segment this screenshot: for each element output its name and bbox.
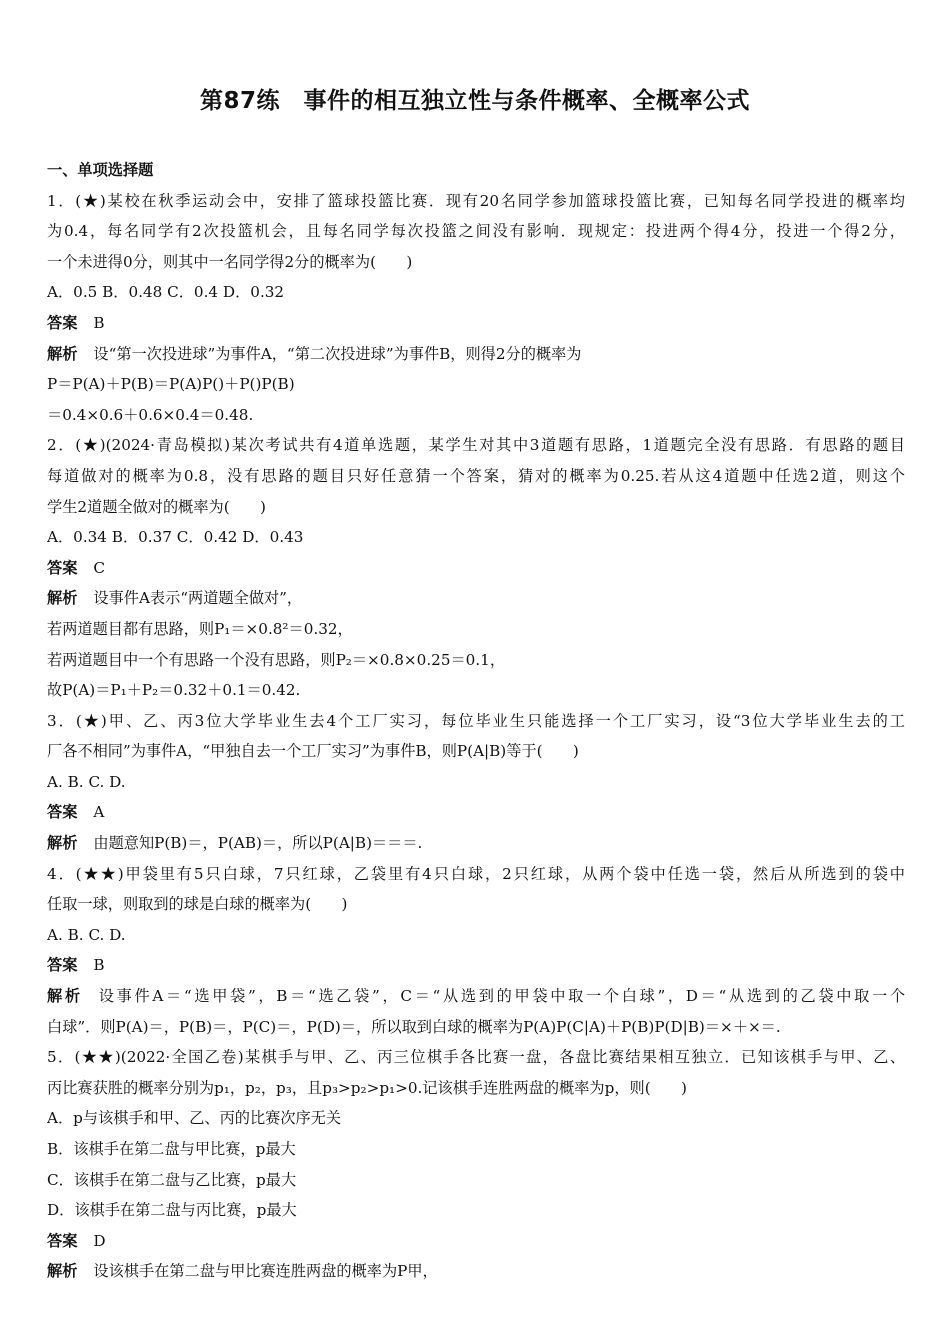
analysis-text: 设“第一次投进球”为事件A，“第二次投进球”为事件B，则得2分的概率为 <box>93 344 582 363</box>
question-text-line: 5．(★★)(2022·全国乙卷)某棋手与甲、乙、丙三位棋手各比赛一盘，各盘比赛结果相互独立．已知该棋手与甲、乙、 <box>47 1048 905 1067</box>
question-4 <box>47 859 905 1043</box>
question-options: A．0.5 B．0.48 C．0.4 D．0.32 <box>47 283 285 302</box>
answer-line <box>47 553 905 584</box>
answer-value: B <box>93 313 105 332</box>
section-heading: 一、单项选择题 <box>47 161 154 179</box>
answer-label: 答案 <box>47 1231 78 1250</box>
analysis-label: 解析 <box>47 1262 78 1281</box>
question-text-line: 4．(★★)甲袋里有5只白球，7只红球，乙袋里有4只白球，2只红球，从两个袋中任选一袋，然后从所选到的袋中 <box>47 864 905 883</box>
answer-line <box>47 1226 905 1257</box>
answer-line <box>47 308 905 339</box>
question-text-line: 一个未进得0分，则其中一名同学得2分的概率为( ) <box>47 252 413 271</box>
answer-label: 答案 <box>47 803 78 822</box>
question-3 <box>47 706 905 859</box>
question-text-line: 学生2道题全做对的概率为( ) <box>47 497 266 516</box>
answer-value: B <box>93 956 105 975</box>
answer-value: A <box>93 803 105 822</box>
analysis-line <box>47 981 905 1012</box>
analysis-line <box>47 339 905 370</box>
analysis-line: P＝P(A)＋P(B)＝P(A)P()＋P()P(B) <box>47 375 295 394</box>
option-b: B．该棋手在第二盘与甲比赛，p最大 <box>47 1140 296 1158</box>
question-text-line: 为0.4，每名同学有2次投篮机会，且每名同学每次投篮之间没有影响．现规定：投进两个得4分，投进一个得2分， <box>47 222 905 241</box>
answer-label: 答案 <box>47 558 78 577</box>
analysis-line: 故P(A)＝P₁＋P₂＝0.32＋0.1＝0.42. <box>47 681 301 700</box>
analysis-text: 设事件A＝“选甲袋”，B＝“选乙袋”，C＝“从选到的甲袋中取一个白球”，D＝“从选到的乙袋中取一个 <box>98 987 905 1006</box>
analysis-text: 设事件A表示“两道题全做对”， <box>93 589 303 608</box>
question-options: A．0.34 B．0.37 C．0.42 D．0.43 <box>47 528 304 547</box>
analysis-line <box>47 1256 905 1287</box>
document-body <box>47 155 905 1287</box>
question-text-line: 任取一球，则取到的球是白球的概率为( ) <box>47 895 348 914</box>
analysis-line: 若两道题目都有思路，则P₁＝×0.8²＝0.32， <box>47 619 353 638</box>
question-options: A. B. C. D. <box>47 925 126 944</box>
question-2 <box>47 430 905 705</box>
analysis-label: 解析 <box>47 344 78 363</box>
analysis-text: 设该棋手在第二盘与甲比赛连胜两盘的概率为P甲， <box>93 1262 438 1281</box>
analysis-line <box>47 828 905 859</box>
question-options: A. B. C. D. <box>47 772 126 791</box>
analysis-line: ＝0.4×0.6＋0.6×0.4＝0.48. <box>47 405 254 424</box>
option-a: A．p与该棋手和甲、乙、丙的比赛次序无关 <box>47 1109 342 1128</box>
page-title: 第87练 事件的相互独立性与条件概率、全概率公式 <box>199 88 750 114</box>
analysis-label: 解析 <box>47 987 83 1006</box>
option-c: C．该棋手在第二盘与乙比赛，p最大 <box>47 1170 297 1189</box>
analysis-line: 若两道题目中一个有思路一个没有思路，则P₂＝×0.8×0.25＝0.1， <box>47 650 506 669</box>
question-text-line: 每道做对的概率为0.8，没有思路的题目只好任意猜一个答案，猜对的概率为0.25.若从这4道题中任选2道，则这个 <box>47 466 905 485</box>
analysis-text: 由题意知P(B)＝，P(AB)＝，所以P(A|B)＝＝＝. <box>93 834 423 853</box>
analysis-label: 解析 <box>47 834 78 853</box>
option-d: D．该棋手在第二盘与丙比赛，p最大 <box>47 1201 297 1220</box>
answer-value: D <box>93 1231 106 1250</box>
question-5 <box>47 1042 905 1287</box>
question-1 <box>47 186 905 431</box>
analysis-line <box>47 583 905 614</box>
question-text-line: 丙比赛获胜的概率分别为p₁，p₂，p₃，且p₃>p₂>p₁>0.记该棋手连胜两盘的概率为p，则( ) <box>47 1078 687 1097</box>
answer-label: 答案 <box>47 313 78 332</box>
answer-line <box>47 950 905 981</box>
question-text-line: 1．(★)某校在秋季运动会中，安排了篮球投篮比赛．现有20名同学参加篮球投篮比赛，已知每名同学投进的概率均 <box>47 191 905 210</box>
answer-label: 答案 <box>47 956 78 975</box>
answer-line <box>47 797 905 828</box>
question-text-line: 3．(★)甲、乙、丙3位大学毕业生去4个工厂实习，每位毕业生只能选择一个工厂实习，设“3位大学毕业生去的工 <box>47 711 905 730</box>
answer-value: C <box>93 558 105 577</box>
question-text-line: 2．(★)(2024·青岛模拟)某次考试共有4道单选题，某学生对其中3道题有思路，1道题完全没有思路．有思路的题目 <box>47 436 905 455</box>
analysis-label: 解析 <box>47 589 78 608</box>
question-text-line: 厂各不相同”为事件A，“甲独自去一个工厂实习”为事件B，则P(A|B)等于( ) <box>47 742 579 761</box>
analysis-line: 白球”．则P(A)＝，P(B)＝，P(C)＝，P(D)＝，所以取到白球的概率为P(A)P(C|A)＋P(B)P(D|B)＝×＋×＝. <box>47 1017 781 1036</box>
